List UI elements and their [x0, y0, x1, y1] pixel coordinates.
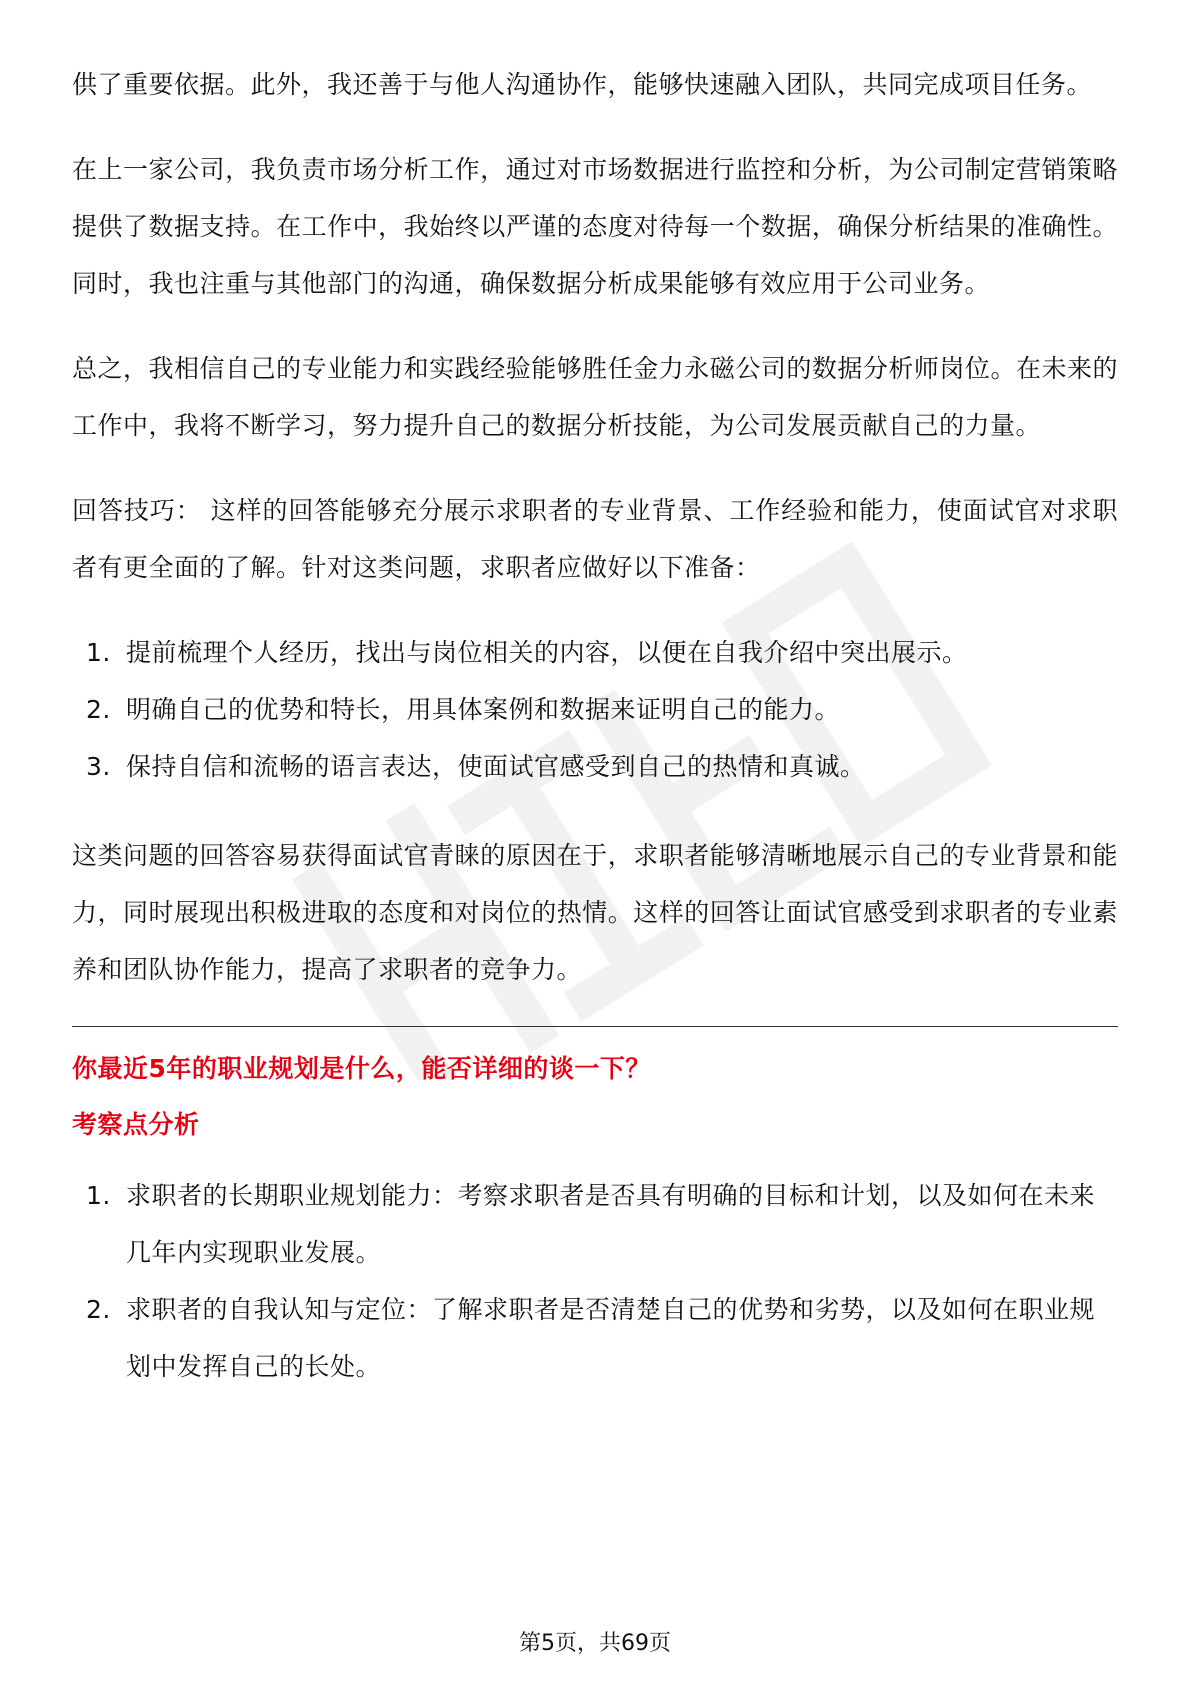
analysis-points-list [72, 1167, 1118, 1395]
list-text: 保持自信和流畅的语言表达，使面试官感受到自己的热情和真诚。 [126, 752, 866, 781]
tips-list [72, 624, 1118, 795]
list-number: 3. [86, 752, 111, 781]
answer-tips-intro: 回答技巧： 这样的回答能够充分展示求职者的专业背景、工作经验和能力，使面试官对求职者有更全面的了解。针对这类问题，求职者应做好以下准备： [72, 496, 1118, 582]
list-item [72, 738, 1118, 795]
analysis-subtitle: 考察点分析 [72, 1110, 200, 1139]
list-item [72, 1167, 1118, 1281]
paragraph-3: 总之，我相信自己的专业能力和实践经验能够胜任金力永磁公司的数据分析师岗位。在未来的工作中，我将不断学习，努力提升自己的数据分析技能，为公司发展贡献自己的力量。 [72, 354, 1118, 440]
list-text: 明确自己的优势和特长，用具体案例和数据来证明自己的能力。 [126, 695, 841, 724]
list-number: 2. [86, 695, 111, 724]
list-item [72, 624, 1118, 681]
list-number: 1. [86, 1181, 111, 1210]
list-number: 1. [86, 638, 111, 667]
list-item [72, 1281, 1118, 1395]
question-title: 你最近5年的职业规划是什么，能否详细的谈一下？ [72, 1054, 651, 1083]
list-number: 2. [86, 1295, 111, 1324]
list-text: 求职者的自我认知与定位：了解求职者是否清楚自己的优势和劣势，以及如何在职业规划中发挥自己的长处。 [126, 1295, 1096, 1381]
main-content [72, 56, 1118, 1427]
list-item [72, 681, 1118, 738]
paragraph-2: 在上一家公司，我负责市场分析工作，通过对市场数据进行监控和分析，为公司制定营销策略提供了数据支持。在工作中，我始终以严谨的态度对待每一个数据，确保分析结果的准确性。同时，我也注重与其他部门的沟通，确保数据分析成果能够有效应用于公司业务。 [72, 155, 1118, 298]
closing-paragraph: 这类问题的回答容易获得面试官青睐的原因在于，求职者能够清晰地展示自己的专业背景和能力，同时展现出积极进取的态度和对岗位的热情。这样的回答让面试官感受到求职者的专业素养和团队协作能力，提高了求职者的竞争力。 [72, 841, 1118, 984]
section-divider [72, 1026, 1118, 1027]
list-text: 求职者的长期职业规划能力：考察求职者是否具有明确的目标和计划，以及如何在未来几年内实现职业发展。 [126, 1181, 1096, 1267]
page-footer: 第5页，共69页 [519, 1631, 671, 1656]
paragraph-1: 供了重要依据。此外，我还善于与他人沟通协作，能够快速融入团队，共同完成项目任务。 [72, 70, 1093, 99]
list-text: 提前梳理个人经历，找出与岗位相关的内容，以便在自我介绍中突出展示。 [126, 638, 968, 667]
